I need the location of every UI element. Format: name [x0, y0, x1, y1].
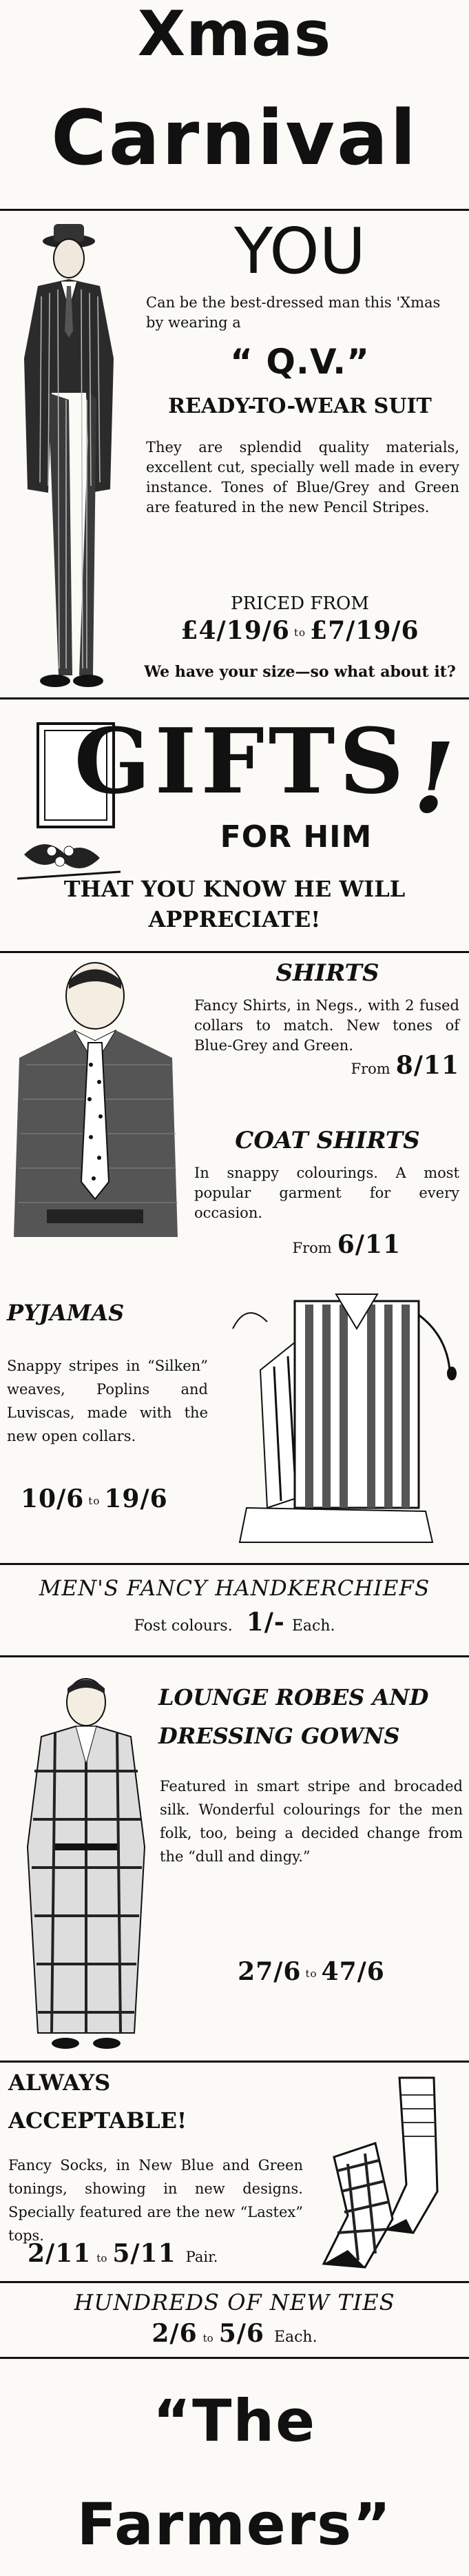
gifts-title: GIFTS: [74, 708, 408, 814]
pyjamas-body: Snappy stripes in “Silken” weaves, Poplins and Luviscas, made with the new open collars.: [7, 1358, 208, 1444]
price-to: to: [202, 2332, 213, 2344]
suit-price-range: [131, 613, 469, 650]
suit-priced-from: PRICED FROM: [231, 593, 369, 614]
handkerchiefs-heading: MEN'S FANCY HANDKERCHIEFS: [39, 1576, 430, 1601]
gifts-line2: APPRECIATE!: [148, 906, 321, 932]
shirts-heading: SHIRTS: [275, 959, 379, 987]
divider: [0, 2061, 469, 2063]
suit-heading: YOU: [234, 214, 366, 288]
ties-price-line: [0, 2318, 469, 2353]
coat-shirts-from: From: [292, 1240, 332, 1256]
robes-heading2: DRESSING GOWNS: [158, 1723, 400, 1749]
suit-brand: “ Q.V.”: [230, 342, 370, 382]
gifts-subtitle: FOR HIM: [220, 819, 373, 855]
coat-shirts-price: 6/11: [337, 1230, 401, 1259]
pyjamas-price-high: 19/6: [104, 1484, 168, 1513]
robes-body: Featured in smart stripe and brocaded silk. Wonderful colourings for the men folk, too, being a decided change from the “dull and dingy.”: [160, 1778, 463, 1865]
ties-heading: HUNDREDS OF NEW TIES: [74, 2289, 395, 2316]
price-to: to: [88, 1495, 101, 1507]
robes-heading1: LOUNGE ROBES AND: [158, 1684, 429, 1710]
shirt-man-illustration: [6, 961, 186, 1237]
handkerchiefs-price: 1/-: [246, 1608, 285, 1637]
robes-price-high: 47/6: [321, 1957, 385, 1986]
socks-heading1: ALWAYS: [8, 2069, 111, 2096]
pyjamas-heading: PYJAMAS: [7, 1300, 125, 1326]
store-name: “The Farmers”: [76, 2387, 393, 2558]
masthead-line1: Xmas: [137, 0, 332, 70]
suit-price-high: £7/19/6: [310, 616, 419, 645]
divider: [0, 209, 469, 211]
robes-price-low: 27/6: [238, 1957, 302, 1986]
divider: [0, 1563, 469, 1565]
ties-price-high: 5/6: [218, 2319, 264, 2348]
pyjamas-price-range: [21, 1482, 213, 1518]
socks-price-low: 2/11: [28, 2239, 92, 2268]
socks-price-line: [28, 2236, 317, 2276]
socks-illustration: [310, 2067, 465, 2274]
price-to: to: [293, 626, 306, 639]
socks-price-high: 5/11: [112, 2239, 176, 2268]
pyjamas-illustration: [219, 1287, 457, 1549]
robes-price-range: [160, 1954, 463, 1991]
ties-each: Each.: [273, 2329, 317, 2346]
suit-body: They are splendid quality materials, excellent cut, specially well made in every instance. Tones of Blue/Grey and Green are featured in the new Pencil Stripes.: [146, 439, 459, 515]
coat-shirts-price-line: [194, 1230, 401, 1259]
divider: [0, 2281, 469, 2283]
shirts-body: Fancy Shirts, in Negs., with 2 fused collars to match. New tones of Blue-Grey and Green.: [194, 997, 459, 1054]
gifts-line1: THAT YOU KNOW HE WILL: [63, 876, 406, 902]
divider: [0, 1655, 469, 1657]
coat-shirts-heading: COAT SHIRTS: [235, 1127, 420, 1154]
handkerchiefs-text: Fost colours.: [134, 1617, 233, 1635]
dressing-gown-man-illustration: [14, 1668, 158, 2054]
socks-unit: Pair.: [185, 2249, 218, 2265]
suit-price-low: £4/19/6: [180, 616, 290, 645]
divider: [0, 697, 469, 699]
pyjamas-price-low: 10/6: [21, 1484, 85, 1513]
ties-price-low: 2/6: [152, 2319, 198, 2348]
socks-body: Fancy Socks, in New Blue and Green tonings, showing in new designs. Specially featured are the new “Lastex” tops.: [8, 2157, 303, 2244]
handkerchiefs-each: Each.: [291, 1617, 335, 1635]
shirts-from: From: [351, 1061, 390, 1077]
price-to: to: [96, 2252, 107, 2265]
handkerchiefs-price-line: [0, 1607, 469, 1642]
suit-title: READY-TO-WEAR SUIT: [168, 394, 432, 418]
suit-tagline: We have your size—so what about it?: [144, 663, 456, 681]
shirts-price-line: [194, 1051, 459, 1080]
divider: [0, 2357, 469, 2359]
suit-intro: Can be the best-dressed man this 'Xmas by wearing a: [146, 294, 441, 331]
socks-heading2: ACCEPTABLE!: [8, 2107, 187, 2134]
suit-man-illustration: [0, 221, 131, 696]
divider: [0, 951, 469, 953]
gifts-exclaim: !: [413, 722, 455, 835]
coat-shirts-body: In snappy colourings. A most popular garment for every occasion.: [194, 1165, 459, 1221]
shirts-price: 8/11: [395, 1051, 459, 1080]
masthead-line2: Carnival: [51, 94, 418, 182]
price-to: to: [305, 1967, 317, 1980]
